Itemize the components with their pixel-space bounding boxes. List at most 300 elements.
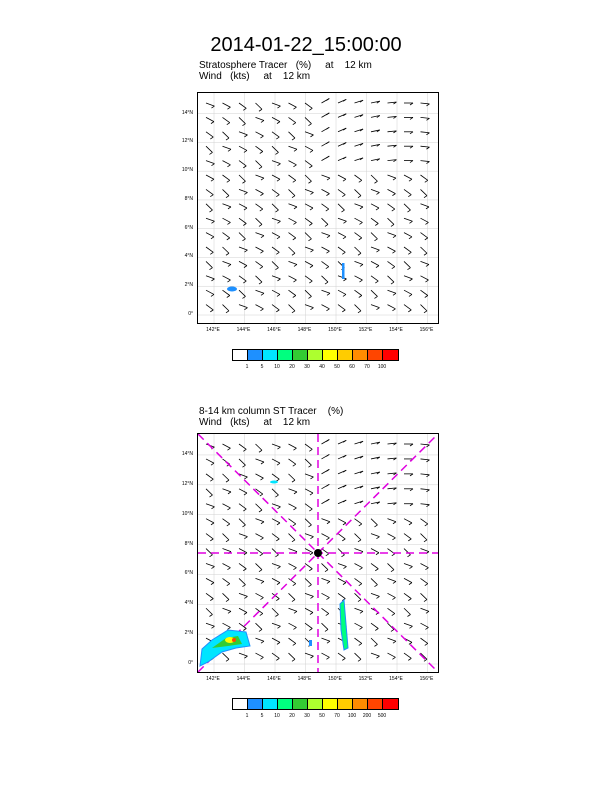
center-marker	[314, 549, 322, 557]
colorbar-swatch	[323, 350, 338, 360]
wind-barb	[421, 459, 430, 462]
wind-barb	[289, 489, 297, 494]
wind-barb	[206, 276, 214, 281]
panel2-map	[197, 433, 439, 673]
wind-barb	[388, 534, 396, 540]
figure-title: 2014-01-22_15:00:00	[210, 34, 402, 56]
wind-barb	[206, 563, 214, 568]
wind-barb	[388, 145, 397, 147]
wind-barb	[388, 233, 396, 238]
wind-barb	[206, 474, 213, 481]
wind-barb	[305, 218, 312, 225]
colorbar-label: 50	[319, 713, 325, 719]
wind-barb	[305, 161, 312, 168]
wind-barb	[305, 175, 311, 183]
wind-barb	[355, 608, 363, 613]
wind-barb	[404, 519, 412, 525]
wind-barb	[322, 623, 328, 631]
wind-barb	[338, 470, 346, 474]
wind-barb	[338, 305, 345, 312]
wind-barb	[223, 623, 231, 629]
wind-barb	[371, 487, 380, 489]
wind-barb	[388, 549, 395, 556]
colorbar-swatch	[338, 699, 353, 709]
wind-barb	[239, 593, 247, 598]
wind-barb	[421, 519, 428, 526]
colorbar-label: 20	[289, 364, 295, 370]
wind-barb	[322, 534, 330, 540]
wind-barb	[305, 117, 311, 125]
wind-barb	[223, 161, 231, 167]
wind-barb	[305, 204, 313, 210]
wind-barb	[388, 261, 395, 268]
wind-barb	[256, 305, 264, 311]
wind-barb	[305, 233, 311, 241]
wind-barb	[206, 489, 212, 497]
wind-barb	[305, 593, 313, 598]
wind-barb	[404, 578, 412, 584]
wind-barb	[206, 218, 214, 223]
wind-barb	[404, 290, 412, 296]
wind-barb	[272, 563, 280, 568]
wind-barb	[404, 305, 411, 312]
wind-barb	[388, 503, 397, 505]
wind-barb	[322, 156, 330, 161]
wind-barb	[305, 247, 313, 252]
wind-barb	[322, 593, 330, 599]
wind-barb	[256, 276, 262, 284]
wind-barb	[206, 146, 212, 154]
wind-barb	[338, 233, 346, 239]
wind-barb	[338, 189, 345, 196]
colorbar-swatch	[353, 350, 368, 360]
wind-barb	[371, 290, 377, 298]
wind-barb	[388, 247, 396, 253]
wind-barb	[322, 290, 330, 295]
colorbar-swatch	[233, 699, 248, 709]
wind-barb	[223, 261, 231, 266]
x-tick-label: 156°E	[419, 676, 434, 682]
wind-barb	[305, 504, 312, 511]
wind-barb	[404, 175, 412, 181]
wind-barb	[223, 578, 230, 585]
wind-barb	[223, 305, 229, 313]
wind-barb	[338, 290, 346, 296]
wind-barb	[239, 489, 247, 495]
wind-barb	[206, 534, 213, 541]
x-tick-label: 152°E	[358, 327, 373, 333]
wind-barb	[289, 563, 297, 569]
wind-barb	[272, 578, 280, 584]
panel1-title: Stratosphere Tracer (%) at 12 km	[199, 60, 372, 71]
wind-barb	[256, 103, 262, 111]
wind-barb	[289, 623, 297, 629]
wind-barb	[388, 131, 397, 133]
wind-barb	[305, 444, 312, 451]
x-tick-label: 150°E	[328, 676, 342, 682]
wind-barb	[322, 305, 330, 311]
colorbar-label: 60	[349, 364, 355, 370]
panel1-map	[197, 92, 439, 324]
y-tick-label: 4°N	[184, 600, 193, 607]
y-tick-label: 14°N	[181, 109, 193, 116]
wind-barb	[305, 146, 313, 152]
wind-barb	[355, 158, 364, 161]
wind-barb	[404, 103, 413, 105]
wind-barb	[388, 653, 396, 659]
wind-barb	[239, 305, 247, 310]
tracer-patch	[227, 287, 237, 292]
wind-barb	[338, 455, 346, 459]
wind-barb	[322, 175, 330, 180]
tracer-patch	[200, 630, 250, 666]
wind-barb	[206, 305, 213, 312]
wind-barb	[355, 578, 362, 585]
wind-barb	[305, 623, 312, 630]
panel1-colorbar	[232, 349, 399, 361]
tracer-patch	[270, 481, 278, 484]
wind-barb	[421, 161, 430, 164]
wind-barb	[206, 247, 213, 254]
wind-barb	[371, 472, 380, 474]
wind-barb	[338, 440, 346, 444]
wind-barb	[322, 261, 329, 268]
colorbar-swatch	[293, 699, 308, 709]
x-tick-label: 148°E	[297, 676, 312, 682]
colorbar-swatch	[368, 699, 383, 709]
wind-barb	[404, 593, 411, 600]
wind-barb	[272, 247, 279, 254]
wind-barb	[256, 261, 263, 268]
wind-barb	[404, 623, 412, 628]
wind-barb	[355, 143, 364, 146]
wind-barb	[256, 578, 264, 583]
wind-barb	[404, 653, 411, 660]
wind-barb	[223, 132, 229, 140]
wind-barb	[421, 233, 428, 240]
wind-barb	[206, 103, 214, 108]
colorbar-label: 50	[334, 364, 340, 370]
wind-barb	[223, 593, 229, 601]
wind-barb	[404, 563, 412, 568]
panel2-title: 8-14 km column ST Tracer (%)	[199, 406, 344, 417]
wind-barb	[322, 549, 329, 556]
colorbar-swatch	[233, 350, 248, 360]
wind-barb	[305, 261, 313, 267]
wind-barb	[388, 443, 397, 445]
wind-barb	[289, 276, 297, 282]
wind-barb	[272, 623, 280, 628]
y-tick-label: 2°N	[184, 282, 193, 289]
wind-barb	[256, 247, 264, 253]
wind-barb	[223, 474, 229, 482]
wind-barb	[355, 623, 363, 629]
colorbar-swatch	[308, 350, 323, 360]
wind-barb	[322, 440, 330, 445]
wind-barb	[289, 175, 296, 182]
wind-barb	[371, 233, 377, 241]
x-tick-label: 146°E	[267, 327, 281, 333]
wind-barb	[371, 130, 380, 132]
wind-barb	[223, 534, 229, 542]
wind-barb	[256, 563, 262, 571]
wind-barb	[355, 115, 364, 118]
wind-barb	[223, 290, 230, 297]
wind-barb	[404, 161, 413, 163]
wind-barb	[322, 189, 330, 195]
wind-barb	[322, 653, 330, 659]
wind-barb	[421, 103, 430, 106]
panel1-subtitle: Wind (kts) at 12 km	[199, 71, 311, 82]
wind-barb	[305, 489, 313, 495]
x-tick-label: 142°E	[206, 327, 220, 333]
wind-barb	[223, 233, 230, 240]
wind-barb	[256, 474, 264, 480]
wind-barb	[338, 204, 344, 212]
colorbar-swatch	[308, 699, 323, 709]
wind-barb	[355, 233, 362, 240]
wind-barb	[421, 132, 430, 135]
wind-barb	[289, 593, 295, 601]
wind-barb	[355, 290, 362, 297]
wind-barb	[421, 638, 428, 645]
wind-barb	[256, 444, 262, 452]
wind-barb	[355, 247, 361, 255]
wind-barb	[289, 534, 295, 542]
wind-barb	[421, 474, 430, 477]
wind-barb	[239, 653, 247, 658]
wind-barb	[421, 504, 430, 507]
wind-barb	[404, 146, 413, 148]
wind-barb	[404, 504, 413, 506]
wind-barb	[206, 161, 214, 166]
wind-barb	[289, 132, 295, 140]
wind-barb	[421, 117, 430, 120]
wind-barb	[223, 519, 230, 526]
wind-barb	[305, 608, 313, 614]
wind-barb	[256, 593, 264, 599]
wind-barb	[206, 623, 214, 628]
wind-barb	[223, 653, 229, 661]
wind-barb	[256, 132, 264, 138]
colorbar-swatch	[278, 699, 293, 709]
wind-barb	[206, 608, 212, 616]
wind-barb	[322, 608, 329, 615]
colorbar-swatch	[263, 350, 278, 360]
wind-barb	[338, 157, 346, 161]
wind-barb	[371, 247, 379, 252]
wind-barb	[289, 233, 296, 240]
tracer-patch	[232, 638, 236, 642]
y-tick-label: 0°	[188, 311, 193, 317]
wind-barb	[256, 189, 264, 195]
wind-barb	[404, 276, 412, 281]
wind-barb	[371, 534, 379, 539]
wind-barb	[239, 247, 247, 252]
wind-barb	[206, 189, 213, 196]
wind-barb	[404, 489, 413, 491]
y-tick-label: 10°N	[181, 167, 193, 174]
wind-barb	[256, 175, 264, 180]
wind-barb	[371, 442, 380, 444]
colorbar-swatch	[383, 350, 398, 360]
wind-barb	[305, 132, 313, 137]
wind-barb	[388, 519, 396, 524]
wind-barb	[371, 549, 379, 555]
wind-barb	[289, 519, 296, 526]
wind-barb	[355, 261, 363, 266]
wind-barb	[355, 175, 362, 182]
colorbar-swatch	[353, 699, 368, 709]
wind-barb	[355, 305, 361, 313]
wind-barb	[272, 233, 280, 239]
wind-barb	[289, 459, 296, 466]
wind-barb	[371, 116, 380, 118]
wind-barb	[404, 204, 410, 212]
wind-barb	[223, 204, 231, 209]
wind-barb	[223, 117, 230, 124]
wind-barb	[239, 132, 247, 137]
y-tick-label: 12°N	[181, 480, 193, 487]
wind-barb	[256, 459, 264, 464]
wind-barb	[239, 549, 247, 555]
wind-barb	[371, 623, 378, 630]
wind-barb	[388, 218, 394, 226]
wind-barb	[338, 485, 346, 489]
wind-barb	[338, 519, 346, 525]
wind-barb	[239, 261, 247, 267]
wind-barb	[355, 471, 364, 474]
wind-barb	[239, 103, 246, 110]
wind-barb	[272, 305, 279, 312]
wind-barb	[289, 247, 295, 255]
colorbar-swatch	[293, 350, 308, 360]
x-tick-label: 142°E	[206, 676, 220, 682]
wind-barb	[322, 638, 330, 643]
wind-barb	[338, 114, 346, 118]
wind-barb	[371, 159, 380, 161]
wind-barb	[338, 175, 346, 181]
wind-barb	[404, 608, 410, 616]
wind-barb	[322, 499, 330, 504]
wind-barb	[256, 519, 264, 524]
wind-barb	[355, 129, 364, 132]
wind-barb	[272, 175, 280, 181]
wind-barb	[256, 534, 264, 540]
wind-barb	[239, 189, 247, 194]
wind-barb	[404, 474, 413, 476]
wind-barb	[355, 653, 361, 661]
colorbar-swatch	[383, 699, 398, 709]
wind-barb	[388, 116, 397, 118]
colorbar-label: 10	[274, 364, 280, 370]
wind-barb	[421, 578, 428, 585]
y-tick-label: 6°N	[184, 570, 193, 577]
x-tick-label: 154°E	[389, 676, 403, 682]
y-tick-label: 8°N	[184, 195, 193, 202]
wind-barb	[371, 519, 377, 527]
colorbar-label: 100	[377, 364, 387, 370]
wind-barb	[388, 608, 395, 615]
wind-barb	[338, 578, 346, 584]
colorbar-label: 30	[304, 364, 310, 370]
colorbar-label: 10	[274, 713, 280, 719]
wind-barb	[355, 100, 364, 103]
wind-barb	[371, 276, 378, 283]
colorbar-label: 70	[334, 713, 340, 719]
wind-barb	[388, 305, 396, 311]
colorbar-swatch	[368, 350, 383, 360]
wind-barb	[206, 117, 214, 123]
y-tick-label: 8°N	[184, 540, 193, 547]
wind-barb	[272, 117, 280, 123]
wind-barb	[223, 247, 229, 255]
wind-barb	[322, 218, 328, 226]
wind-barb	[223, 103, 231, 109]
wind-barb	[322, 578, 330, 583]
wind-barb	[371, 578, 377, 586]
wind-barb	[305, 474, 313, 479]
wind-barb	[322, 99, 330, 104]
wind-barb	[404, 132, 413, 134]
wind-barb	[388, 563, 394, 571]
wind-barb	[223, 189, 229, 197]
wind-barb	[256, 290, 264, 295]
wind-barb	[239, 204, 247, 210]
wind-barb	[223, 563, 231, 569]
wind-barb	[371, 502, 380, 504]
wind-barb	[355, 441, 364, 444]
colorbar-label: 1	[245, 364, 249, 370]
wind-barb	[223, 444, 231, 450]
wind-barb	[305, 563, 312, 570]
wind-barb	[206, 459, 214, 465]
tracer-patch	[309, 640, 312, 646]
wind-barb	[322, 469, 330, 474]
wind-barb	[322, 276, 328, 284]
wind-barb	[421, 146, 430, 149]
wind-barb	[256, 653, 264, 659]
wind-barb	[388, 290, 396, 295]
wind-barb	[289, 608, 297, 613]
colorbar-label: 5	[260, 364, 264, 370]
wind-barb	[305, 305, 313, 310]
wind-barb	[355, 519, 362, 526]
wind-barb	[388, 488, 397, 490]
wind-barb	[388, 578, 396, 583]
wind-barb	[239, 444, 246, 451]
y-tick-label: 0°	[188, 660, 193, 666]
wind-barb	[289, 189, 295, 197]
wind-barb	[256, 638, 264, 643]
colorbar-swatch	[278, 350, 293, 360]
wind-barb	[289, 653, 295, 661]
wind-barb	[206, 504, 214, 509]
colorbar-swatch	[248, 699, 263, 709]
wind-barb	[206, 233, 214, 239]
wind-barb	[322, 127, 330, 132]
wind-barb	[371, 638, 377, 646]
colorbar-swatch	[338, 350, 353, 360]
panel2-wind-field	[198, 434, 438, 672]
wind-barb	[256, 204, 263, 211]
wind-barb	[289, 638, 296, 645]
wind-barb	[355, 456, 364, 459]
wind-barb	[355, 189, 361, 197]
wind-barb	[256, 233, 264, 238]
wind-barb	[256, 623, 262, 631]
wind-barb	[404, 444, 413, 446]
